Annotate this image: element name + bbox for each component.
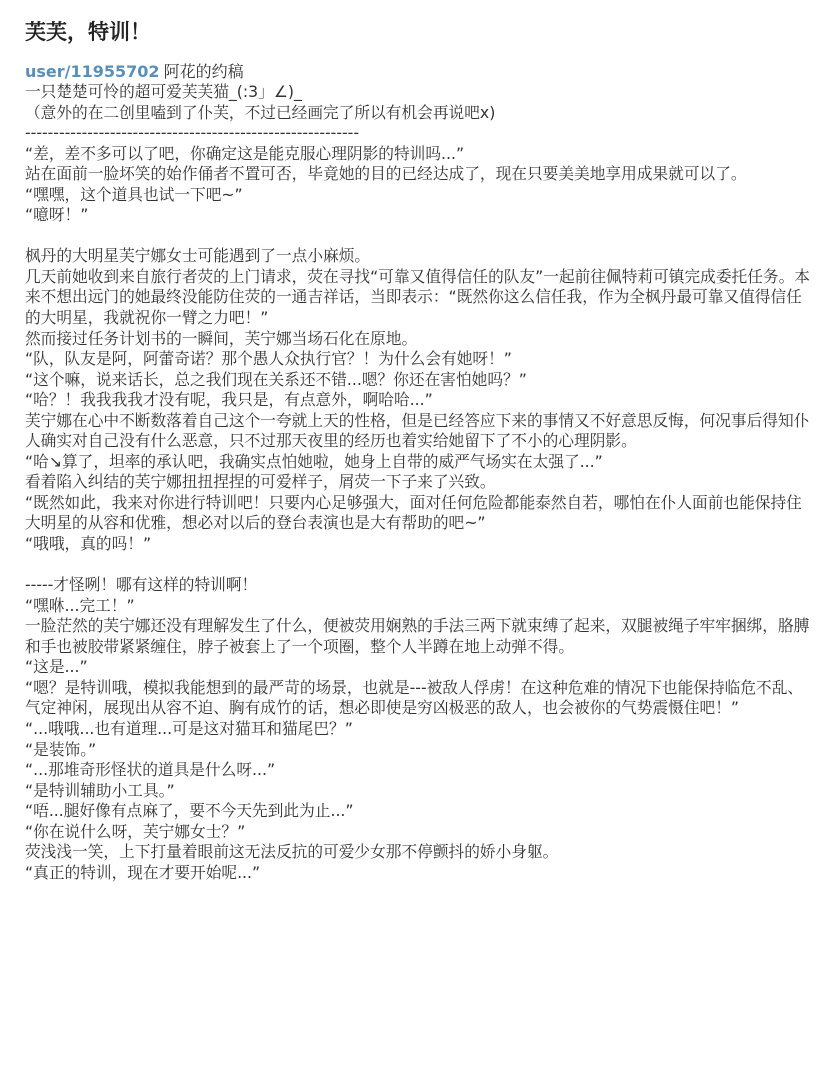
body-paragraph: “噫呀！” (25, 205, 89, 225)
body-paragraph: “是特训辅助小工具。” (25, 780, 175, 800)
body-paragraph: “是装饰。” (25, 739, 97, 759)
body-paragraph: 看着陷入纠结的芙宁娜扭扭捏捏的可爱样子，屑荧一下子来了兴致。 (25, 472, 496, 492)
body-paragraph: “这是...” (25, 657, 88, 677)
body-paragraph: “嘿咻...完工！” (25, 595, 135, 615)
body-paragraph: 站在面前一脸坏笑的始作俑者不置可否，毕竟她的目的已经达成了，现在只要美美地享用成果就可以了。 (25, 164, 747, 184)
body-paragraph: （意外的在二创里嗑到了仆芙，不过已经画完了所以有机会再说吧x) (25, 102, 496, 122)
body-paragraph: 几天前她收到来自旅行者荧的上门请求，荧在寻找“可靠又值得信任的队友”一起前往佩特莉可镇完成委托任务。本来不想出远门的她最终没能防住荧的一通吉祥话，当即表示：“既然你这么信任我，作为全枫丹最可靠又值得信任的大明星，我就祝你一臂之力吧！” (25, 266, 810, 328)
body-paragraph: ----------------------------------------------------------- (25, 123, 359, 143)
body-paragraph: “哦哦，真的吗！” (25, 534, 152, 554)
body-paragraph: 枫丹的大明星芙宁娜女士可能遇到了一点小麻烦。 (25, 246, 371, 266)
body-paragraph: 芙宁娜在心中不断数落着自己这个一夸就上天的性格，但是已经答应下来的事情又不好意思反悔，何况事后得知仆人确实对自己没有什么恶意，只不过那天夜里的经历也着实给她留下了不小的心理阴影。 (25, 410, 810, 451)
body-paragraph: “哈？！我我我我才没有呢，我只是，有点意外，啊哈哈...” (25, 390, 433, 410)
body-paragraph: 然而接过任务计划书的一瞬间，芙宁娜当场石化在原地。 (25, 328, 418, 348)
body-paragraph: 一脸茫然的芙宁娜还没有理解发生了什么，便被荧用娴熟的手法三两下就束缚了起来，双腿被绳子牢牢捆绑，胳膊和手也被胶带紧紧缠住，脖子被套上了一个项圈，整个人半蹲在地上动弹不得。 (25, 616, 810, 656)
article-body (25, 82, 815, 883)
body-paragraph: “你在说什么呀，芙宁娜女士？” (25, 821, 246, 841)
author-line (25, 61, 815, 82)
body-paragraph: “这个嘛，说来话长，总之我们现在关系还不错...嗯？你还在害怕她吗？” (25, 369, 527, 389)
blank-line (25, 555, 815, 576)
body-paragraph: “真正的特训，现在才要开始呢...” (25, 862, 261, 882)
body-paragraph: “...那堆奇形怪状的道具是什么呀...” (25, 760, 276, 780)
article (25, 17, 815, 883)
body-paragraph: 荧浅浅一笑，上下打量着眼前这无法反抗的可爱少女那不停颤抖的娇小身躯。 (25, 842, 559, 862)
body-paragraph: “既然如此，我来对你进行特训吧！只要内心足够强大，面对任何危险都能泰然自若，哪怕在仆人面前也能保持住大明星的从容和优雅，想必对以后的登台表演也是大有帮助的吧~” (25, 492, 802, 533)
blank-line (25, 226, 815, 247)
body-paragraph: “嗯？是特训哦，模拟我能想到的最严苛的场景，也就是---被敌人俘虏！在这种危难的情况下也能保持临危不乱、气定神闲，展现出从容不迫、胸有成竹的话，想必即使是穷凶极恶的敌人，也会被你的气势震慑住吧！” (25, 677, 804, 718)
body-paragraph: “嘿嘿，这个道具也试一下吧~” (25, 184, 243, 204)
author-note: 阿花的约稿 (163, 62, 244, 81)
body-paragraph: “唔...腿好像有点麻了，要不今天先到此为止...” (25, 801, 354, 821)
body-paragraph: “哈↘算了，坦率的承认吧，我确实点怕她啦，她身上自带的威严气场实在太强了...” (25, 451, 603, 471)
body-paragraph: 一只楚楚可怜的超可爱芙芙猫_(:3」∠)_ (25, 82, 302, 101)
body-paragraph: “差，差不多可以了吧，你确定这是能克服心理阴影的特训吗...” (25, 143, 465, 163)
author-link[interactable]: user/11955702 (25, 62, 160, 81)
body-paragraph: “...哦哦...也有道理...可是这对猫耳和猫尾巴？” (25, 718, 353, 738)
body-paragraph: “队，队友是阿，阿蕾奇诺？那个愚人众执行官？！为什么会有她呀！” (25, 349, 512, 369)
body-paragraph: -----才怪咧！哪有这样的特训啊！ (25, 575, 258, 595)
article-title: 芙芙，特训！ (25, 20, 151, 44)
